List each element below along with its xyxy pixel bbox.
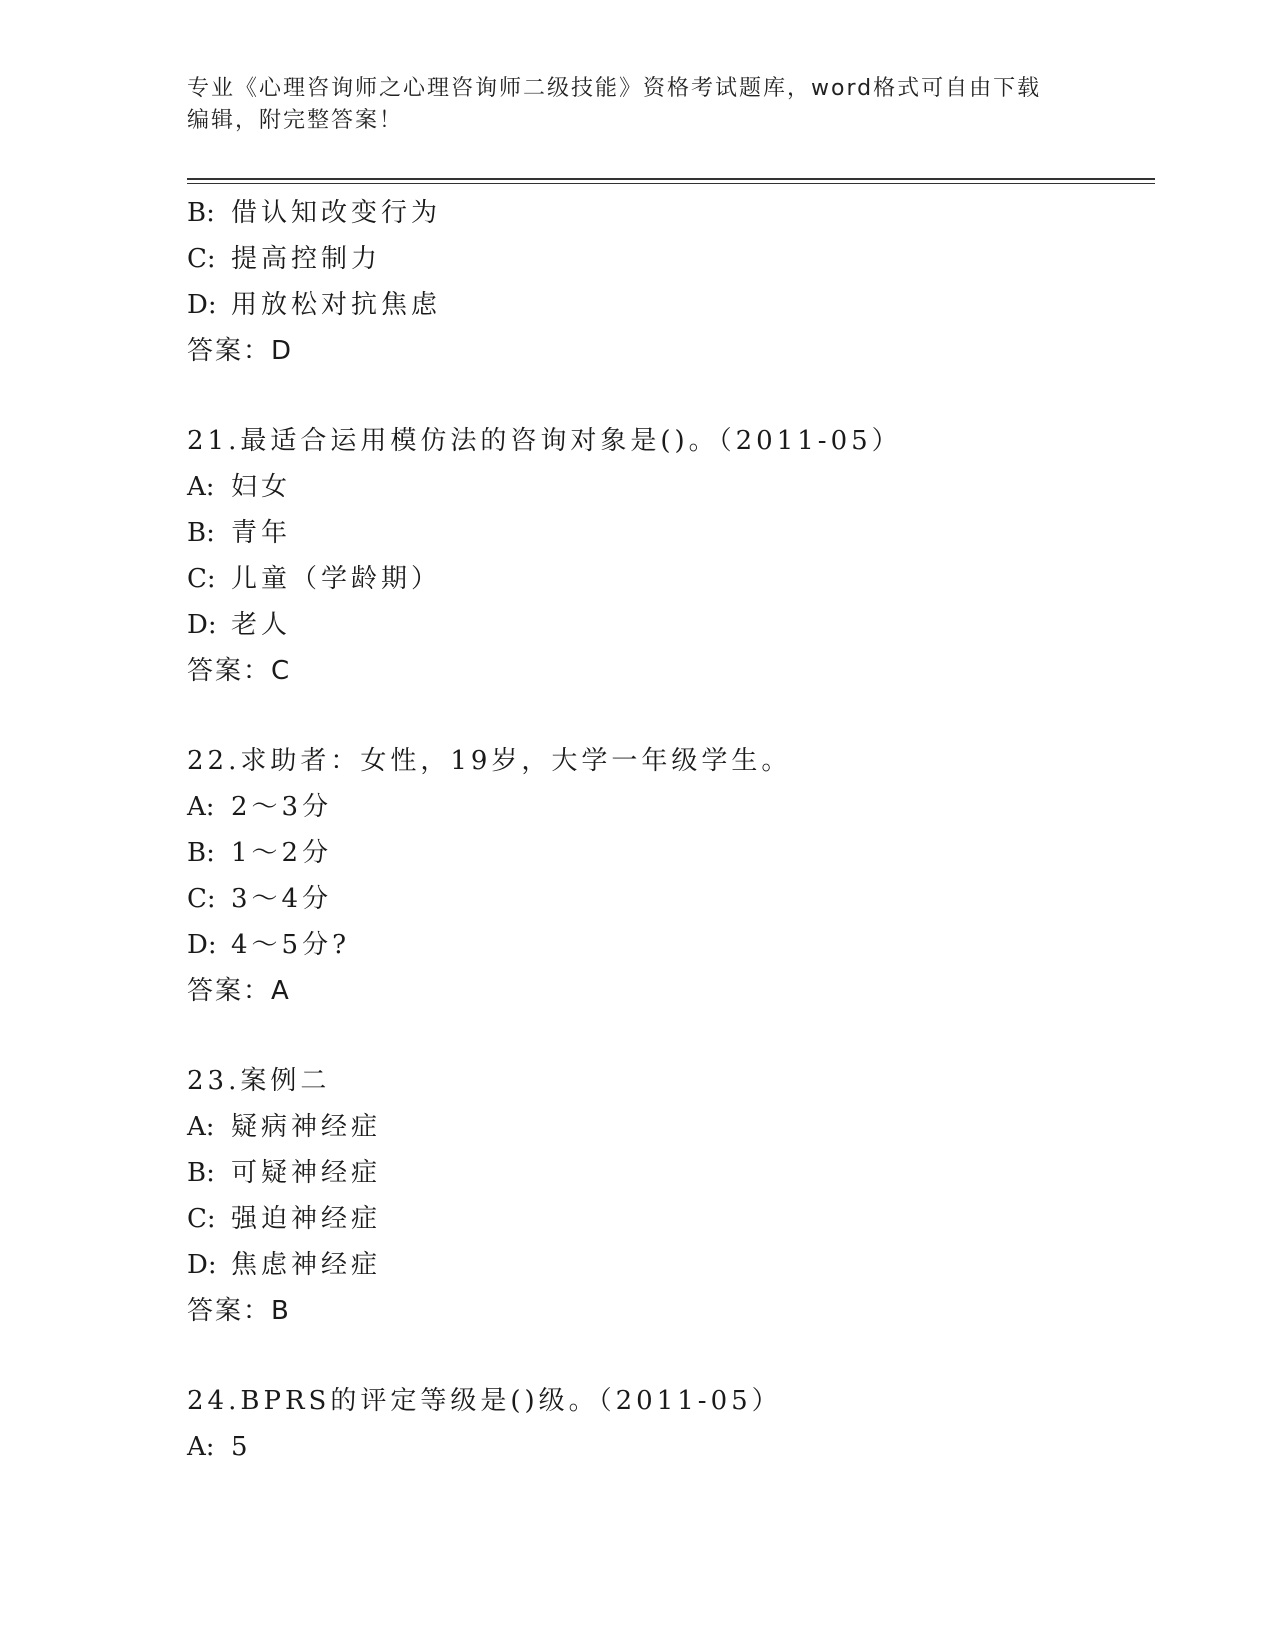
spacer [187, 1334, 1155, 1378]
option-key: D: [187, 1250, 217, 1280]
option-key: A: [187, 1112, 215, 1142]
option-text: 妇女 [231, 472, 292, 502]
option-text: 3～4分 [231, 884, 333, 914]
option-c [187, 876, 1155, 922]
option-key: B: [187, 838, 215, 868]
option-key: C: [187, 884, 216, 914]
option-c [187, 556, 1155, 602]
header-line-1: 专业《心理咨询师之心理咨询师二级技能》资格考试题库，word格式可自由下载 [187, 76, 1042, 101]
option-key: B: [187, 518, 215, 548]
option-b [187, 190, 1155, 236]
question-22 [187, 738, 1155, 1014]
option-a [187, 1424, 1155, 1470]
option-key: B: [187, 198, 215, 228]
question-title: 21.最适合运用模仿法的咨询对象是()。（2011-05） [187, 426, 902, 456]
option-d [187, 922, 1155, 968]
question-21 [187, 418, 1155, 694]
option-key: C: [187, 244, 216, 274]
option-d [187, 1242, 1155, 1288]
option-key: A: [187, 1432, 215, 1462]
question-title: 24.BPRS的评定等级是()级。（2011-05） [187, 1386, 782, 1416]
option-a [187, 464, 1155, 510]
header-line-2: 编辑，附完整答案！ [187, 108, 404, 133]
option-text: 5 [231, 1432, 252, 1462]
option-text: 儿童（学龄期） [231, 564, 442, 594]
spacer [187, 1014, 1155, 1058]
question-24 [187, 1378, 1155, 1470]
answer-line: 答案：A [187, 976, 291, 1006]
option-a [187, 1104, 1155, 1150]
option-d [187, 602, 1155, 648]
question-fragment [187, 190, 1155, 374]
option-key: D: [187, 930, 217, 960]
option-b [187, 510, 1155, 556]
question-title: 23.案例二 [187, 1066, 331, 1096]
option-text: 可疑神经症 [231, 1158, 382, 1188]
option-text: 2～3分 [231, 792, 333, 822]
option-key: A: [187, 792, 215, 822]
option-key: B: [187, 1158, 215, 1188]
option-d [187, 282, 1155, 328]
spacer [187, 694, 1155, 738]
answer-line: 答案：C [187, 656, 292, 686]
option-key: C: [187, 564, 216, 594]
option-text: 青年 [231, 518, 292, 548]
option-b [187, 1150, 1155, 1196]
question-list [187, 190, 1155, 1470]
question-23 [187, 1058, 1155, 1334]
option-key: D: [187, 610, 217, 640]
option-b [187, 830, 1155, 876]
header-divider-thin [187, 183, 1155, 184]
option-a [187, 784, 1155, 830]
option-text: 借认知改变行为 [231, 198, 442, 228]
answer-line: 答案：D [187, 336, 294, 366]
option-text: 疑病神经症 [231, 1112, 382, 1142]
option-text: 老人 [231, 610, 292, 640]
option-key: D: [187, 290, 217, 320]
header-divider-thick [187, 178, 1155, 180]
option-key: C: [187, 1204, 216, 1234]
option-text: 4～5分? [231, 930, 351, 960]
answer-line: 答案：B [187, 1296, 291, 1326]
option-c [187, 236, 1155, 282]
option-text: 用放松对抗焦虑 [231, 290, 442, 320]
option-text: 1～2分 [231, 838, 333, 868]
option-text: 强迫神经症 [231, 1204, 382, 1234]
option-c [187, 1196, 1155, 1242]
option-text: 焦虑神经症 [231, 1250, 382, 1280]
spacer [187, 374, 1155, 418]
question-title: 22.求助者：女性，19岁，大学一年级学生。 [187, 746, 792, 776]
option-key: A: [187, 472, 215, 502]
option-text: 提高控制力 [231, 244, 382, 274]
document-header [187, 73, 1087, 137]
